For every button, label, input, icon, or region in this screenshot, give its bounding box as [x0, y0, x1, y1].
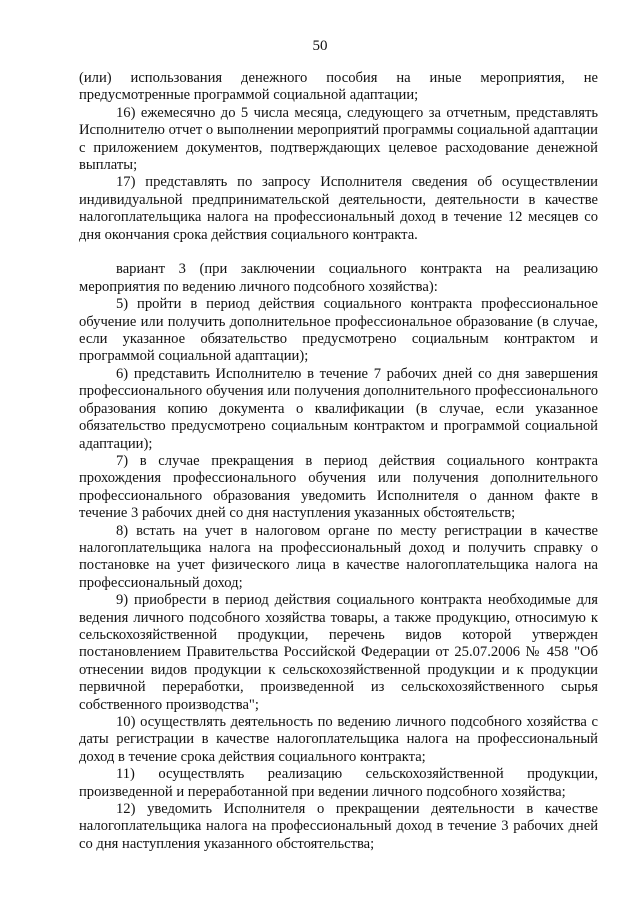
- paragraph-item-9: 9) приобрести в период действия социального контракта необходимые для ведения личного подсобного хозяйства товары, а также продукцию, относимую к сельскохозяйственной продукции, перечень видов которой утвержден постановлением Правительства Российской Федерации от 25.07.2006 № 458 "Об отнесении видов продукции к сельскохозяйственной продукции и к продукции первичной переработки, произведенной из сельскохозяйственного сырья собственного производства";: [79, 592, 598, 713]
- paragraph-item-6: 6) представить Исполнителю в течение 7 рабочих дней со дня завершения профессионального обучения или получения дополнительного профессионального образования копию документа о квалификации (в случае, если указанное обязательство предусмотрено социальным контрактом и программой социальной адаптации);: [79, 365, 598, 452]
- paragraph-item-7: 7) в случае прекращения в период действия социального контракта прохождения профессионального обучения или получения дополнительного профессионального образования уведомить Исполнителя о данном факте в течение 3 рабочих дней со дня наступления указанных обстоятельств;: [79, 452, 598, 522]
- document-body: [79, 70, 598, 853]
- paragraph-continuation: (или) использования денежного пособия на иные мероприятия, не предусмотренные программой социальной адаптации;: [79, 70, 598, 104]
- section-spacer: [79, 244, 598, 261]
- paragraph-item-11: 11) осуществлять реализацию сельскохозяйственной продукции, произведенной и переработанной при ведении личного подсобного хозяйства;: [79, 766, 598, 800]
- paragraph-item-10: 10) осуществлять деятельность по ведению личного подсобного хозяйства с даты регистрации в качестве налогоплательщика налога на профессиональный доход в течение срока действия социального контракта;: [79, 714, 598, 765]
- paragraph-item-5: 5) пройти в период действия социального контракта профессиональное обучение или получить дополнительное профессиональное образование (в случае, если указанное обязательство предусмотрено социальным контрактом и программой социальной адаптации);: [79, 296, 598, 365]
- paragraph-item-17: 17) представлять по запросу Исполнителя сведения об осуществлении индивидуальной предпринимательской деятельности, деятельности в качестве налогоплательщика налога на профессиональный доход в течение 12 месяцев со дня окончания срока действия социального контракта.: [79, 174, 598, 243]
- variant-3-heading: вариант 3 (при заключении социального контракта на реализацию мероприятия по ведению личного подсобного хозяйства):: [79, 261, 598, 295]
- paragraph-item-16: 16) ежемесячно до 5 числа месяца, следующего за отчетным, представлять Исполнителю отчет о выполнении мероприятий программы социальной адаптации с приложением документов, подтверждающих целевое расходование денежной выплаты;: [79, 104, 598, 174]
- paragraph-item-12: 12) уведомить Исполнителя о прекращении деятельности в качестве налогоплательщика налога на профессиональный доход в течение 3 рабочих дней со дня наступления указанного обстоятельства;: [79, 801, 598, 852]
- paragraph-item-8: 8) встать на учет в налоговом органе по месту регистрации в качестве налогоплательщика налога на профессиональный доход и получить справку о постановке на учет физического лица в качестве налогоплательщика налога на профессиональный доход;: [79, 522, 598, 591]
- page-number: 50: [312, 38, 328, 54]
